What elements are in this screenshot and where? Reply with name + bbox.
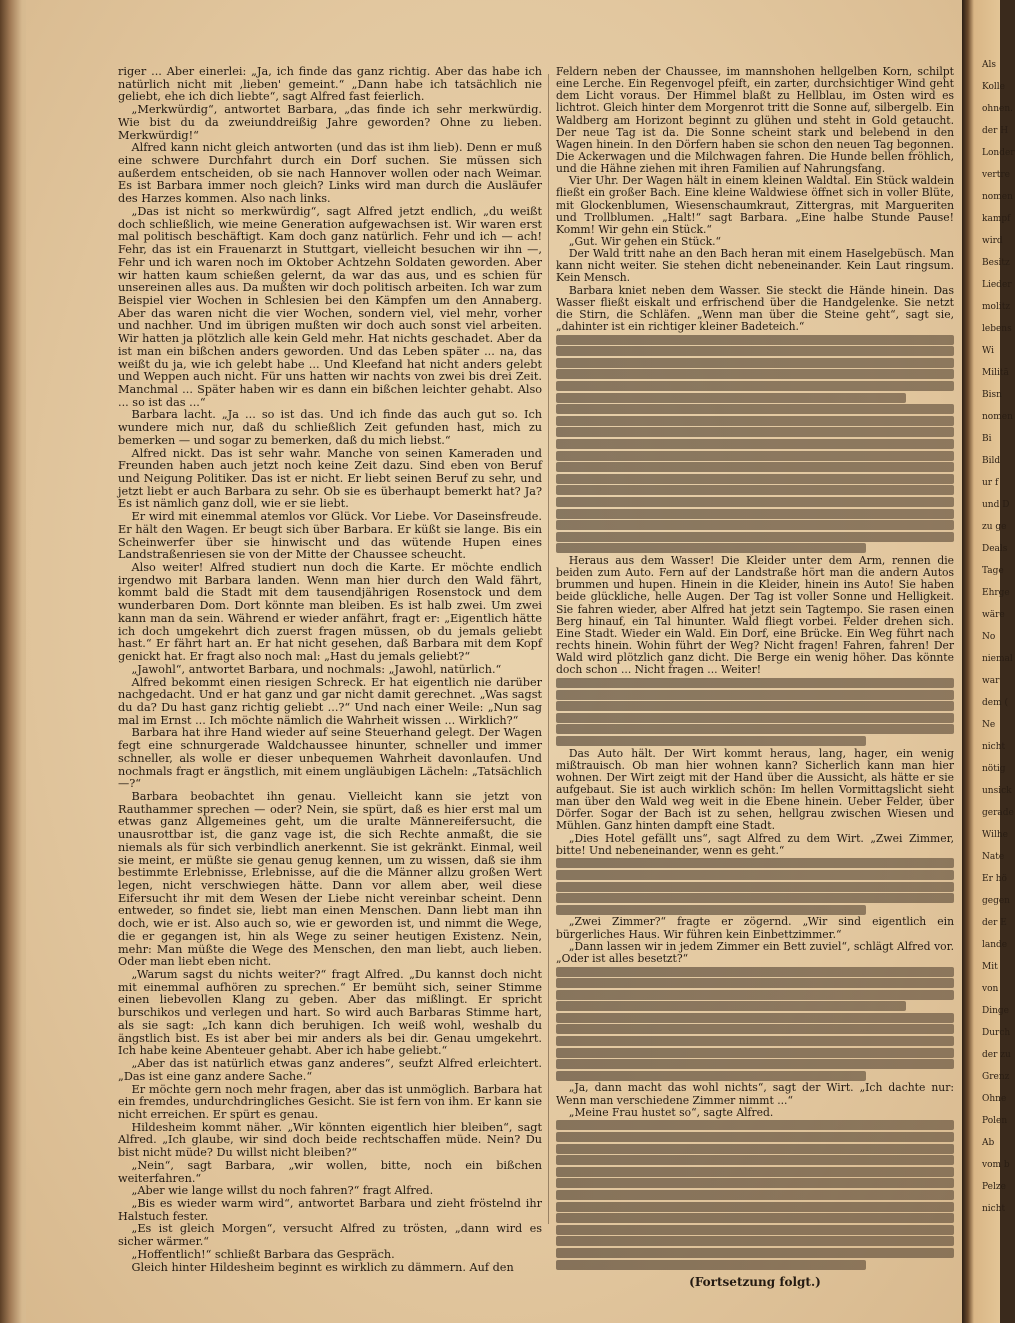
margin-word: von (982, 984, 999, 994)
paragraph: „Es ist gleich Morgen“, versucht Alfred zu trösten, „dann wird es sicher wärmer.“ (118, 1222, 542, 1249)
margin-word: gegen (982, 896, 1010, 906)
right-column (556, 66, 954, 1288)
left-column (118, 66, 542, 1274)
illegible-paragraph (556, 404, 954, 553)
margin-word: der E (982, 918, 1007, 928)
margin-word: Grenz (982, 1072, 1010, 1082)
paragraph: „Warum sagst du nichts weiter?“ fragt Alfred. „Du kannst doch nicht mit einemmal aufhören zu sprechen.“ Er bemüht sich, seiner Stimme einen liebevollen Klang zu geben. Aber das mißlingt. Er spricht burschikos und verlegen und hart. So wird auch Barbaras Stimme hart, als sie sagt: „Ich kann dich beruhigen. Ich weiß wohl, weshalb du ängstlich bist. Es ist aber bei mir anders als bei dir. Genau umgekehrt. Ich habe keine Abenteuer gehabt. Aber ich habe geliebt.“ (118, 968, 542, 1058)
margin-word: Bild (982, 456, 1001, 466)
paragraph: „Merkwürdig“, antwortet Barbara, „das finde ich sehr merkwürdig. Wie bist du da zweiunddreißig Jahre geworden? Ohne zu lieben. Merkwürdig!“ (118, 103, 542, 142)
margin-word: Londer (982, 148, 1015, 158)
illegible-paragraph (556, 858, 954, 914)
margin-word: molitz (982, 302, 1011, 312)
paragraph: riger ... Aber einerlei: „Ja, ich finde das ganz richtig. Aber das habe ich natürlich nicht mit ‚lieben' gemeint.“ „Dann habe ich tatsächlich nie geliebt, ehe ich dich liebte“, sagt Alfred fast feierlich. (118, 65, 542, 104)
margin-word: der H (982, 126, 1009, 136)
paragraph: „Gut. Wir gehen ein Stück.“ (568, 234, 722, 248)
margin-word: ur f (982, 478, 999, 488)
paragraph: „Hoffentlich!“ schließt Barbara das Gespräch. (131, 1247, 395, 1261)
paragraph: Heraus aus dem Wasser! Die Kleider unter dem Arm, rennen die beiden zum Auto. Fern auf der Landstraße hört man die andern Autos brummen und hupen. Hinein in die Kleider, hinein ins Auto! Sie haben beide glückliche, helle Augen. Der Tag ist voller Sonne und Helligkeit. Sie fahren wieder, aber Alfred hat jetzt sein Tagtempo. Sie rasen einen Berg hinauf, ein Tal hinunter. Wald fliegt vorbei. Felder drehen sich. Eine Stadt. Wieder ein Wald. Ein Dorf, eine Brücke. Ein Weg führt nach rechts hinein. Wohin führt der Weg? Nicht fragen! Fahren, fahren! Der Wald wird plötzlich ganz dicht. Die Berge ein wenig höher. Das könnte doch schon ... Nicht fragen ... Weiter! (556, 553, 954, 677)
margin-word: war (982, 676, 1000, 686)
margin-word: Ab (982, 1138, 995, 1148)
paragraph: „Jawohl“, antwortet Barbara, und nochmals: „Jawohl, natürlich.“ (131, 662, 502, 676)
margin-word: der zu (982, 1050, 1011, 1060)
margin-word: nicht (982, 1204, 1006, 1214)
margin-word: Mit (982, 962, 998, 972)
paragraph: „Ja, dann macht das wohl nichts“, sagt der Wirt. „Ich dachte nur: Wenn man verschiedene Zimmer nimmt ...“ (556, 1081, 954, 1107)
margin-word: Pelze (982, 1182, 1006, 1192)
margin-word: niemal (982, 654, 1013, 664)
margin-word: Deals (982, 544, 1008, 554)
margin-word: Bi (982, 434, 992, 444)
paragraph: Feldern neben der Chaussee, im mannshohen hellgelben Korn, schilpt eine Lerche. Ein Regenvogel pfeift, ein zarter, durchsichtiger Wind geht dem Licht voraus. Der Himmel blaßt zu Hellblau, im Osten wird es lichtrot. Gleich hinter dem Morgenrot tritt die Sonne auf, silbergelb. Ein Waldberg am Horizont beginnt zu glühen und steht in Gold getaucht. Der neue Tag ist da. Die Sonne scheint stark und belebend in den Wagen hinein. In den Dörfern haben sie schon den neuen Tag begonnen. Die Ackerwagen und die Milchwagen fahren. Die Hunde bellen fröhlich, und die Hähne ziehen mit ihren Familien auf Nahrungsfang. (556, 65, 954, 176)
paragraph: Barbara kniet neben dem Wasser. Sie steckt die Hände hinein. Das Wasser fließt eiskalt und erfrischend über die Handgelenke. Sie netzt die Stirn, die Schläfen. „Wenn man über die Steine geht“, sagt sie, „dahinter ist ein richtiger kleiner Badeteich.“ (556, 283, 954, 333)
margin-word: kampf (982, 214, 1011, 224)
margin-word: Lieder (982, 280, 1012, 290)
margin-word: Er hö (982, 874, 1007, 884)
margin-word: Durch (982, 1028, 1011, 1038)
margin-word: nomen (982, 192, 1013, 202)
paragraph: Vier Uhr. Der Wagen hält in einem kleinen Waldtal. Ein Stück waldein fließt ein großer Bach. Eine kleine Waldwiese öffnet sich in voller Blüte, mit Glockenblumen, Wiesenschaumkraut, Zittergras, mit Margueriten und Trollblumen. „Halt!“ sagt Barbara. „Eine halbe Stunde Pause! Komm! Wir gehn ein Stück.“ (556, 174, 954, 236)
paragraph: Er wird mit einemmal atemlos vor Glück. Vor Liebe. Vor Daseinsfreude. Er hält den Wagen. Er beugt sich über Barbara. Er küßt sie lange. Bis ein Scheinwerfer über sie hinwischt und das wütende Hupen eines Landstraßenriesen sie von der Mitte der Chaussee scheucht. (118, 510, 542, 562)
margin-word: Ohne (982, 1094, 1007, 1104)
margin-word: Nate (982, 852, 1005, 862)
paragraph: Gleich hinter Hildesheim beginnt es wirklich zu dämmern. Auf den (131, 1260, 514, 1274)
paragraph: „Das ist nicht so merkwürdig“, sagt Alfred jetzt endlich, „du weißt doch schließlich, wie meine Generation aufgewachsen ist. Wir waren erst mal politisch beschäftigt. Kam doch ganz natürlich. Fehr und ich — ach! Fehr, das ist ein Frauenarzt in Stuttgart, vielleicht besuchen wir ihn —, Fehr und ich waren noch im Oktober Achtzehn Soldaten geworden. Aber wir hatten kaum schießen gelernt, da war das aus, und es schien für unsereinen alles aus. Da mußten wir doch politisch arbeiten. Ich war zum Beispiel vier Wochen in Schlesien bei den Kämpfen um den Annaberg. Aber das waren nicht die vier Wochen, sondern viel, viel mehr, vorher und nachher. Und im übrigen mußten wir doch auch sonst viel arbeiten. Wir hatten ja plötzlich alle kein Geld mehr. Hat nichts geschadet. Aber da ist man ein bißchen anders geworden. Und das Leben später ... na, das weißt du ja, wie ich gelebt habe ... Und Kleefand hat nicht anders gelebt und Weppen auch nicht. Für uns hatten wir nachts von zwei bis drei Zeit. Manchmal ... Später haben wir es dann ein bißchen leichter gehabt. Also ... so ist das ...“ (118, 204, 542, 409)
paragraph: Alfred bekommt einen riesigen Schreck. Er hat eigentlich nie darüber nachgedacht. Und er hat ganz und gar nicht damit gerechnet. „Was sagst du da? Du hast ganz richtig geliebt ...?“ Und nach einer Weile: „Nun sag mal im Ernst ... Ich möchte nämlich die Wahrheit wissen ... Wirklich?“ (118, 675, 542, 727)
margin-word: Ne (982, 720, 996, 730)
continuation-notice: (Fortsetzung folgt.) (689, 1274, 821, 1289)
paragraph: Das Auto hält. Der Wirt kommt heraus, lang, hager, ein wenig mißtrauisch. Ob man hier wohnen kann? Sicherlich kann man hier wohnen. Der Wirt zeigt mit der Hand über die Aussicht, als hätte er sie aufgebaut. Sie ist auch wirklich schön: Im hellen Vormittagslicht sieht man über den Wald weg weit in die Ebene hinein. Ueber Felder, über Dörfer. Sogar der Bach ist zu sehen, hellgrau zwischen Wiesen und Mühlen. Ganz hinten dampft eine Stadt. (556, 746, 954, 833)
margin-word: lande (982, 940, 1008, 950)
paragraph: „Dann lassen wir in jedem Zimmer ein Bett zuviel“, schlägt Alfred vor. „Oder ist alles besetzt?“ (556, 939, 954, 965)
margin-word: Als (982, 60, 996, 70)
margin-word: vertre (982, 170, 1010, 180)
margin-word: ohnen. (982, 104, 1013, 114)
margin-word: zu ge (982, 522, 1007, 532)
margin-word: unsick (982, 786, 1012, 796)
margin-word: Wilhe (982, 830, 1008, 840)
margin-word: nomen (982, 412, 1013, 422)
margin-word: Besitz (982, 258, 1010, 268)
margin-word: Dinge (982, 1006, 1009, 1016)
paragraph: „Dies Hotel gefällt uns“, sagt Alfred zu dem Wirt. „Zwei Zimmer, bitte! Und nebeneinander, wenn es geht.“ (556, 831, 954, 857)
illegible-paragraph (556, 1013, 954, 1081)
margin-word: Militä (982, 368, 1009, 378)
illegible-paragraph (556, 678, 954, 746)
paragraph: „Zwei Zimmer?“ fragte er zögernd. „Wir sind eigentlich ein bürgerliches Haus. Wir führen kein Einbettzimmer.“ (556, 915, 954, 941)
paragraph: Barbara hat ihre Hand wieder auf seine Steuerhand gelegt. Der Wagen fegt eine schnurgerade Waldchaussee hinunter, schneller und immer schneller, als wolle er dieser unbequemen Wahrheit davonlaufen. Und nochmals fragt er ängstlich, mit einem ungläubigen Lächeln: „Tatsächlich —?“ (118, 726, 542, 791)
paragraph: Alfred nickt. Das ist sehr wahr. Manche von seinen Kameraden und Freunden haben auch jetzt noch keine Zeit dazu. Sind eben von Beruf und Neigung Politiker. Das ist er nicht. Er liebt seinen Beruf zu sehr, und jetzt liebt er auch Barbara zu sehr. Ob sie es überhaupt bemerkt hat? Ja? Es ist nämlich ganz doll, wie er sie liebt. (118, 446, 542, 511)
margin-word: wird (982, 236, 1003, 246)
paragraph: „Meine Frau hustet so“, sagte Alfred. (568, 1105, 774, 1119)
paragraph: Er möchte gern noch mehr fragen, aber das ist unmöglich. Barbara hat ein fremdes, undurchdringliches Gesicht. Sie ist fern von ihm. Er kann sie nicht erreichen. Er spürt es genau. (118, 1082, 542, 1121)
margin-word: nicht (982, 742, 1006, 752)
margin-word: wäre (982, 610, 1005, 620)
margin-word: Wi (982, 346, 994, 356)
margin-word: Tage (982, 566, 1004, 576)
paragraph: „Nein“, sagt Barbara, „wir wollen, bitte, noch ein bißchen weiterfahren.“ (118, 1158, 542, 1185)
column-divider (548, 74, 549, 1224)
paragraph: Barbara lacht. „Ja ... so ist das. Und ich finde das auch gut so. Ich wundere mich nur, daß du schließlich Zeit gefunden hast, mich zu bemerken — und sogar zu bemerken, daß du mich liebst.“ (118, 408, 542, 447)
margin-word: No (982, 632, 996, 642)
paragraph: „Aber wie lange willst du noch fahren?“ fragt Alfred. (131, 1184, 434, 1198)
paragraph: Der Wald tritt nahe an den Bach heran mit einem Haselgebüsch. Man kann nicht weiter. Sie stehen dicht nebeneinander. Kein Laut ringsum. Kein Mensch. (556, 247, 954, 285)
margin-word: vom b (982, 1160, 1010, 1170)
margin-word: Polen (982, 1116, 1008, 1126)
margin-word: Kolle (982, 82, 1005, 92)
paragraph: „Bis es wieder warm wird“, antwortet Barbara und zieht fröstelnd ihr Halstuch fester. (118, 1196, 542, 1223)
margin-word: nötig (982, 764, 1006, 774)
margin-word: dem ( (982, 698, 1008, 708)
margin-word: und D (982, 500, 1010, 510)
margin-word: Bisn (982, 390, 1002, 400)
paragraph: Hildesheim kommt näher. „Wir könnten eigentlich hier bleiben“, sagt Alfred. „Ich glaube, wir sind doch beide rechtschaffen müde. Nein? Du bist nicht müde? Du willst nicht bleiben?“ (118, 1120, 542, 1160)
paragraph: Alfred kann nicht gleich antworten (und das ist ihm lieb). Denn er muß eine schwere Durchfahrt durch ein Dorf suchen. Sie müssen sich außerdem entscheiden, ob sie nach Hannover wollen oder nach Weimar. Es ist Barbara immer noch gleich? Links wird man durch die Ausläufer des Harzes kommen. Also nach links. (118, 141, 542, 206)
illegible-paragraph (556, 1120, 954, 1269)
margin-word: lebens (982, 324, 1012, 334)
illegible-paragraph (556, 967, 954, 1012)
paragraph: Barbara beobachtet ihn genau. Vielleicht kann sie jetzt von Rauthammer sprechen — oder? Nein, sie spürt, daß es hier erst mal um etwas ganz Allgemeines geht, um die uralte Männereifersucht, die unausrottbar ist, die ganz vage ist, die sich Rechte anmaßt, die sie niemals als für sich verbindlich anerkennt. Sie ist gekränkt. Einmal, weil sie meint, er müßte sie genau genug kennen, um zu wissen, daß sie ihm bestimmte Erlebnisse, Erlebnisse, auf die die Männer allzu großen Wert legen, nicht verschwiegen hätte. Dann vor allem aber, weil diese Eifersucht ihr mit dem Wesen der Liebe nicht vereinbar scheint. Denn entweder, so findet sie, liebt man einen Menschen. Dann liebt man ihn doch, wie er ist. Also auch so, wie er geworden ist, und nimmt die Wege, die er gegangen ist, hin als Wege zu seiner heutigen Existenz. Nein, mehr: Man müßte die Wege des Menschen, den man liebt, auch lieben. Oder man liebt eben nicht. (118, 789, 542, 969)
margin-word: Ehrge (982, 588, 1010, 598)
margin-word: gerade (982, 808, 1014, 818)
paragraph: „Aber das ist natürlich etwas ganz anderes“, seufzt Alfred erleichtert. „Das ist eine ganz andere Sache.“ (118, 1057, 542, 1083)
illegible-paragraph (556, 335, 954, 403)
paragraph: Also weiter! Alfred studiert nun doch die Karte. Er möchte endlich irgendwo mit Barbara landen. Wenn man hier durch den Wald fährt, kommt bald die Stadt mit dem tausendjährigen Rosenstock und dem wunderbaren Dom. Dort könnte man bleiben. Es ist halb zwei. Um zwei kann man da sein. Während er wieder anfährt, fragt er: „Eigentlich hätte ich doch umgekehrt dich zuerst fragen müssen, ob du jemals geliebt hast.“ Er fährt hart an. Er hat nicht gesehen, daß Barbara mit dem Kopf genickt hat. Er fragt also noch mal: „Hast du jemals geliebt?“ (118, 561, 542, 664)
